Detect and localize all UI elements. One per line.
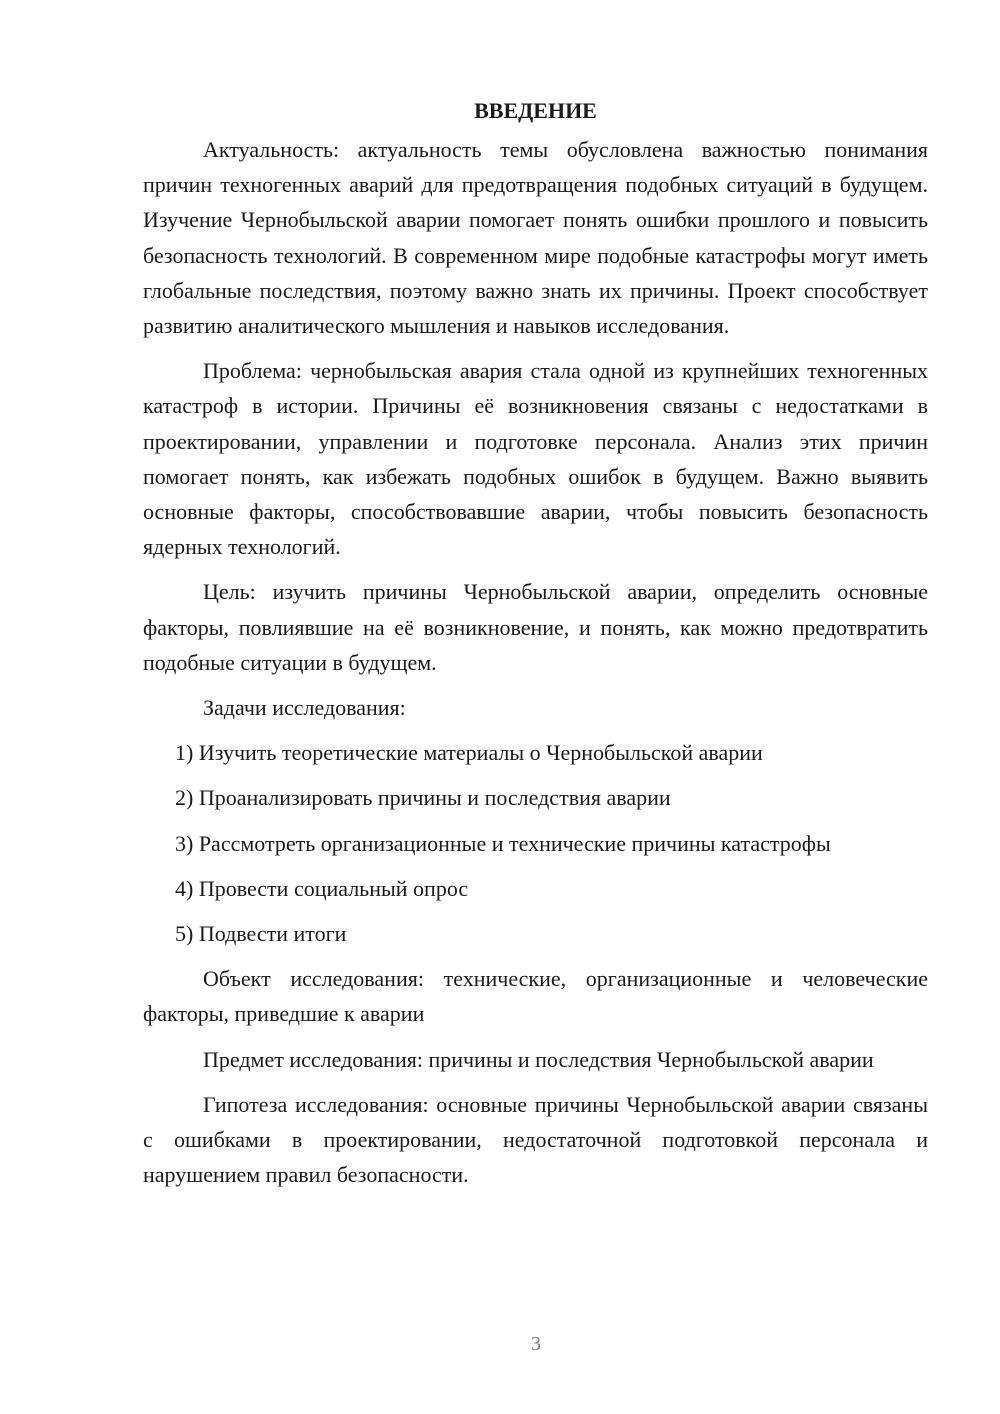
list-item: 5) Подвести итоги	[175, 921, 347, 947]
list-item: 4) Провести социальный опрос	[175, 875, 469, 901]
document-page	[143, 96, 928, 1202]
problem-paragraph: Проблема: чернобыльская авария стала одной из крупнейших техногенных катастроф в истории. Причины её возникновения связаны с недостатками в проектировании, управлении и подготовке персонала. Анализ этих причин помогает понять, как избежать подобных ошибок в будущем. Важно выявить основные факторы, способствовавшие аварии, чтобы повысить безопасность ядерных технологий.	[143, 358, 928, 560]
list-item: 1) Изучить теоретические материалы о Чернобыльской аварии	[175, 740, 763, 766]
goal-paragraph: Цель: изучить причины Чернобыльской аварии, определить основные факторы, повлиявшие на её возникновение, и понять, как можно предотвратить подобные ситуации в будущем.	[143, 579, 928, 675]
tasks-list	[143, 735, 928, 951]
list-item: 3) Рассмотреть организационные и технические причины катастрофы	[175, 830, 831, 856]
relevance-paragraph: Актуальность: актуальность темы обусловлена важностью понимания причин техногенных аварий для предотвращения подобных ситуаций в будущем. Изучение Чернобыльской аварии помогает понять ошибки прошлого и повысить безопасность технологий. В современном мире подобные катастрофы могут иметь глобальные последствия, поэтому важно знать их причины. Проект способствует развитию аналитического мышления и навыков исследования.	[143, 137, 928, 339]
list-item: 2) Проанализировать причины и последствия аварии	[175, 785, 671, 811]
object-paragraph: Объект исследования: технические, организационные и человеческие факторы, приведшие к аварии	[143, 966, 928, 1027]
hypothesis-paragraph: Гипотеза исследования: основные причины Чернобыльской аварии связаны с ошибками в проектировании, недостаточной подготовкой персонала и нарушением правил безопасности.	[143, 1091, 928, 1188]
page-number: 3	[531, 1333, 541, 1355]
tasks-label: Задачи исследования:	[203, 695, 406, 721]
page-title: ВВЕДЕНИЕ	[474, 98, 597, 123]
subject-paragraph: Предмет исследования: причины и последствия Чернобыльской аварии	[203, 1046, 874, 1072]
